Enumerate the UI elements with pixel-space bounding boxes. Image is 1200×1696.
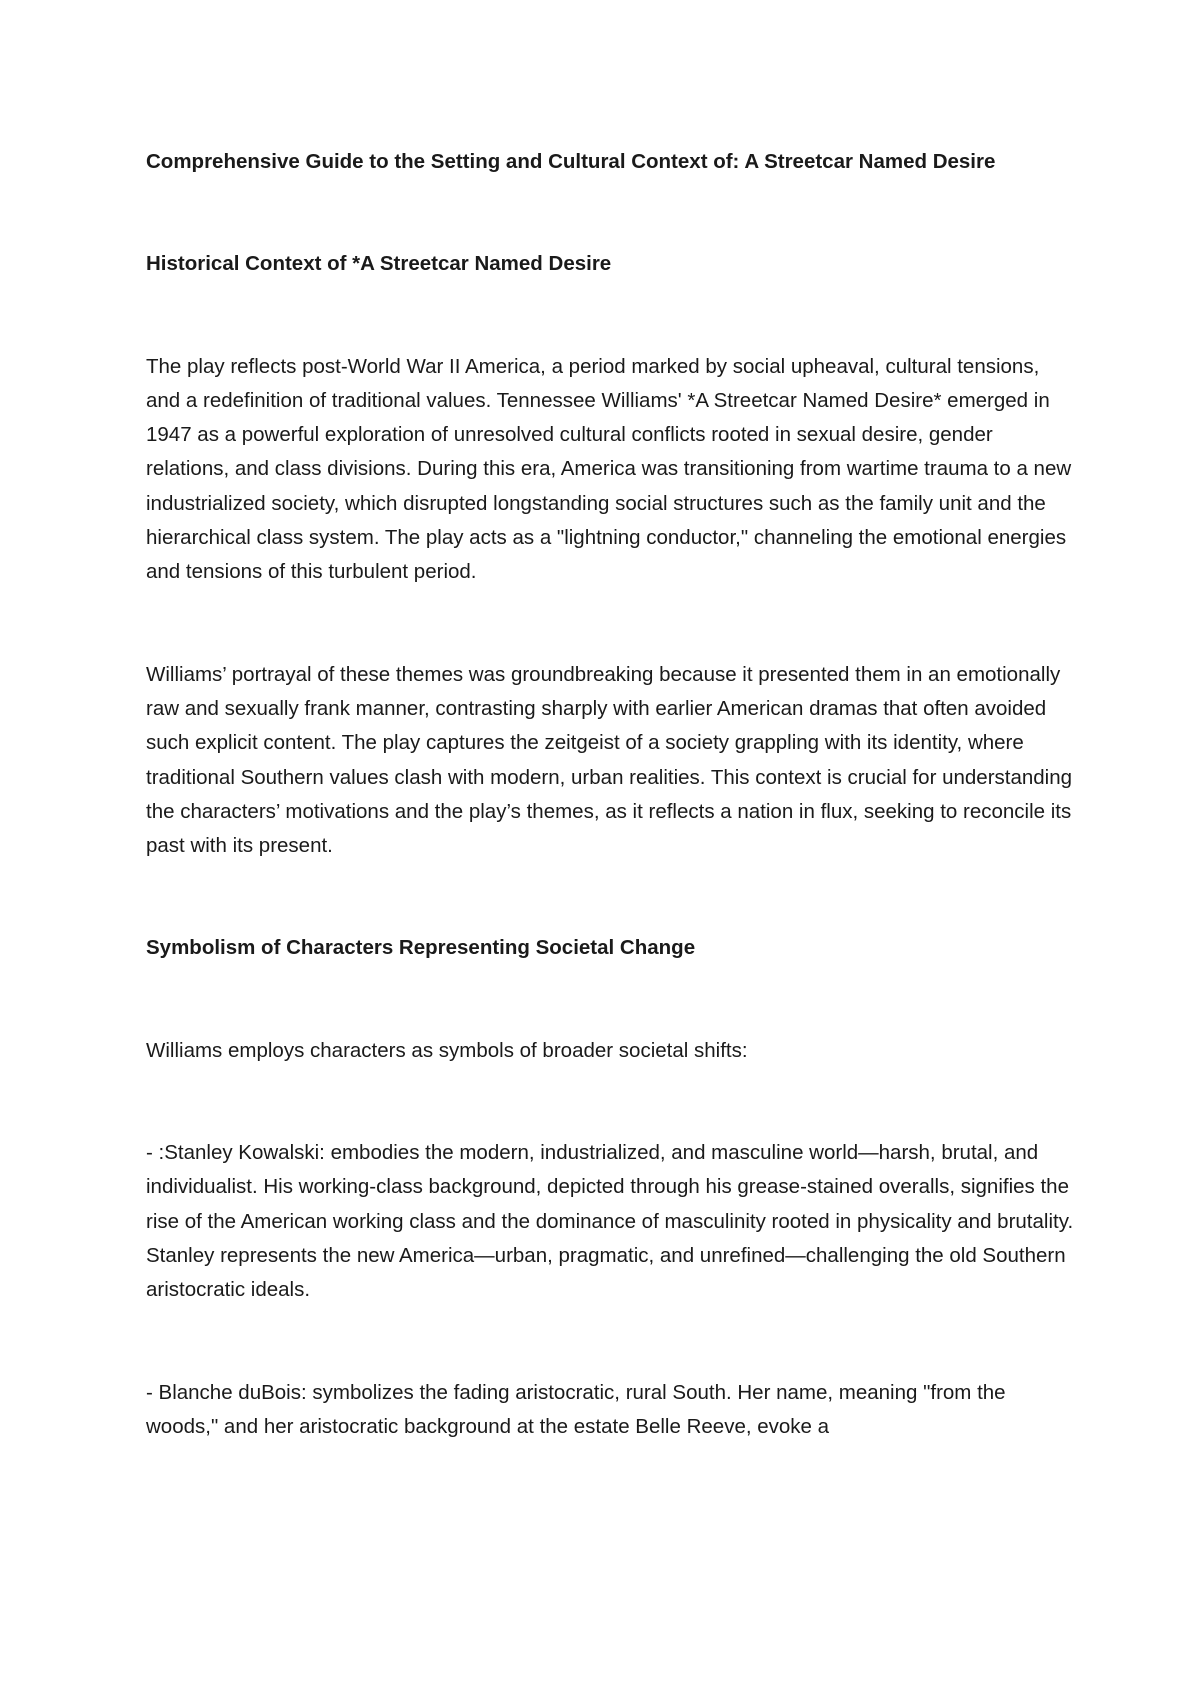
list-item-stanley: - :Stanley Kowalski: embodies the modern, industrialized, and masculine world—harsh, brutal, and individualist. His working-class background, depicted through his grease-stained overalls, signifies the rise of the American working class and the dominance of masculinity rooted in physicality and brutality. Stanley represents the new America—urban, pragmatic, and unrefined—challenging the old Southern aristocratic ideals. xyxy=(146,1141,1074,1302)
paragraph-historical-2: Williams’ portrayal of these themes was groundbreaking because it presented them in an emotionally raw and sexually frank manner, contrasting sharply with earlier American dramas that often avoided such explicit content. The play captures the zeitgeist of a society grappling with its identity, where traditional Southern values clash with modern, urban realities. This context is crucial for understanding the characters’ motivations and the play’s themes, as it reflects a nation in flux, seeking to reconcile its past with its present. xyxy=(146,662,1073,858)
paragraph-symbolism-intro: Williams employs characters as symbols of broader societal shifts: xyxy=(146,1038,748,1062)
section-heading-symbolism: Symbolism of Characters Representing Societal Change xyxy=(146,936,696,960)
section-heading-historical-context: Historical Context of *A Streetcar Named Desire xyxy=(146,252,612,276)
document-title: Comprehensive Guide to the Setting and Cultural Context of: A Streetcar Named Desire xyxy=(146,150,996,173)
list-item-blanche: - Blanche duBois: symbolizes the fading aristocratic, rural South. Her name, meaning "from the woods," and her aristocratic background at the estate Belle Reeve, evoke a xyxy=(146,1380,1006,1438)
document-page xyxy=(146,145,1076,1444)
paragraph-historical-1: The play reflects post-World War II America, a period marked by social upheaval, cultural tensions, and a redefinition of traditional values. Tennessee Williams' *A Streetcar Named Desire* emerged in 1947 as a powerful exploration of unresolved cultural conflicts rooted in sexual desire, gender relations, and class divisions. During this era, America was transitioning from wartime trauma to a new industrialized society, which disrupted longstanding social structures such as the family unit and the hierarchical class system. The play acts as a "lightning conductor," channeling the emotional energies and tensions of this turbulent period. xyxy=(146,354,1072,584)
